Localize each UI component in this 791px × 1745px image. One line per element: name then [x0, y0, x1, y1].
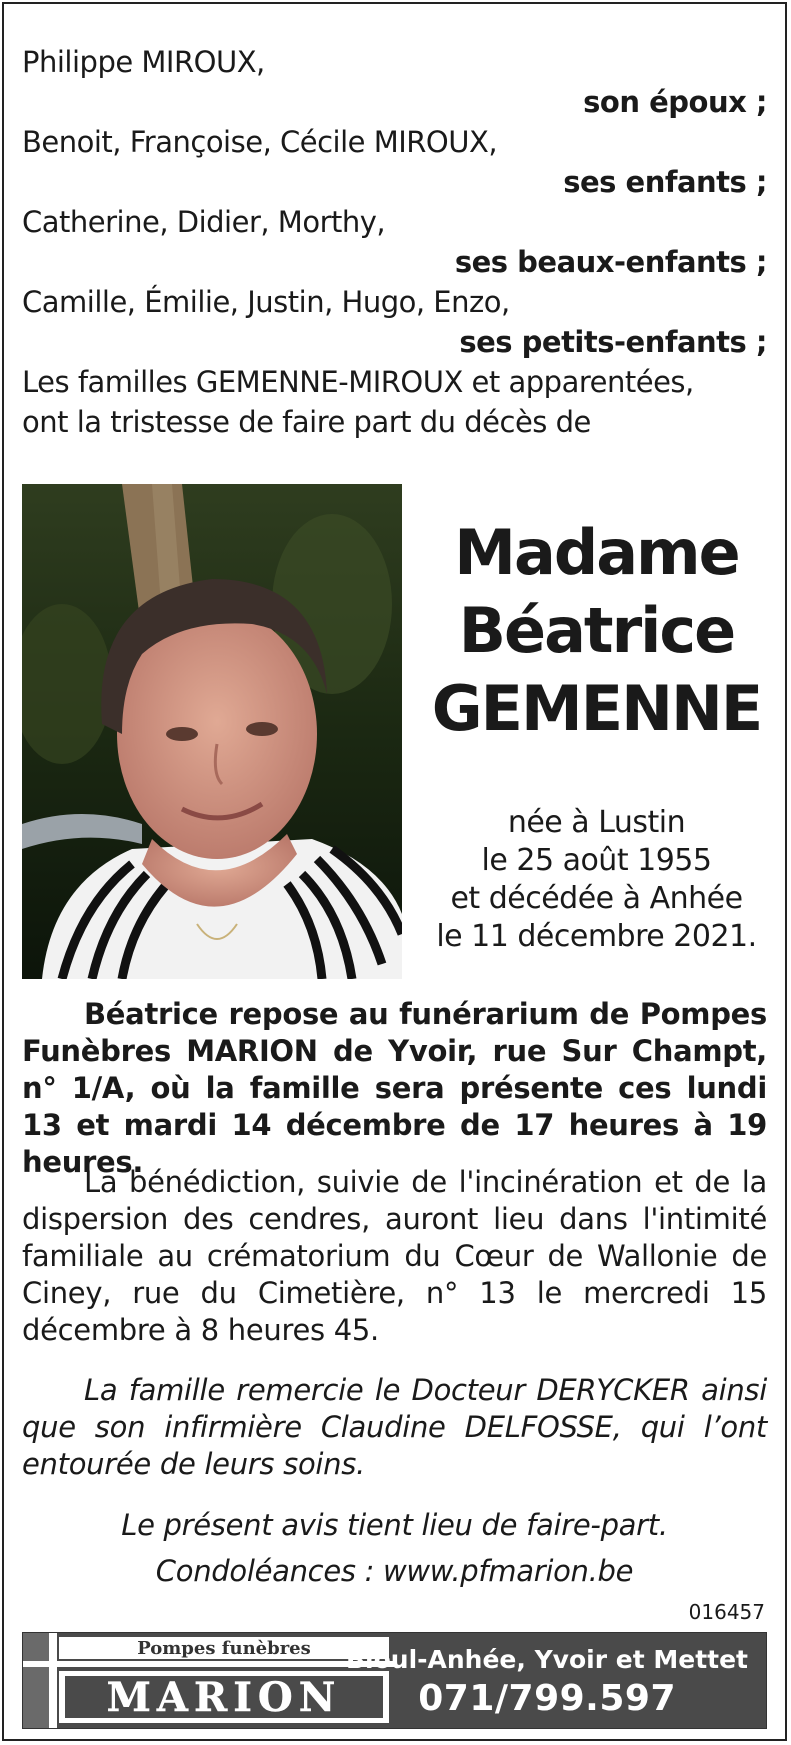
logo-top-text: Pompes funèbres — [137, 1638, 311, 1659]
marion-logo — [23, 1633, 395, 1728]
visitation-paragraph: Béatrice repose au funérarium de Pompes Funèbres MARION de Yvoir, rue Sur Champt, n° 1/A, où la famille sera présente ces lundi 13 et mardi 14 décembre de 17 heures à 19 heures. — [22, 997, 767, 1179]
portrait-photo — [22, 484, 402, 979]
deceased-last-name: GEMENNE — [431, 672, 762, 745]
phone-number[interactable]: 071/799.597 — [418, 1678, 676, 1719]
family-name: Camille, Émilie, Justin, Hugo, Enzo, — [22, 285, 510, 319]
family-name: Benoit, Françoise, Cécile MIROUX, — [22, 125, 498, 159]
family-list — [22, 42, 767, 442]
family-relation: ses enfants ; — [563, 165, 767, 199]
deceased-name — [424, 514, 769, 748]
ceremony-paragraph: La bénédiction, suivie de l'incinération et de la dispersion des cendres, auront lieu dans l'intimité familiale au crématorium du Cœur de Wallonie de Ciney, rue du Cimetière, n° 13 le mercredi 15 décembre à 8 heures 45. — [22, 1165, 767, 1347]
family-name: Philippe MIROUX, — [22, 45, 265, 79]
date-line: le 11 décembre 2021. — [436, 919, 757, 954]
date-line: le 25 août 1955 — [481, 843, 712, 878]
date-line: et décédée à Anhée — [450, 881, 743, 916]
family-relation: ses beaux-enfants ; — [454, 245, 767, 279]
condolences-link[interactable]: Condoléances : www.pfmarion.be — [155, 1554, 634, 1588]
announcement-line: Les familles GEMENNE-MIROUX et apparentées, — [22, 365, 694, 399]
closing-notes — [22, 1502, 767, 1594]
birth-death-dates — [424, 804, 769, 956]
obituary-card — [2, 2, 787, 1741]
announcement-line: ont la tristesse de faire part du décès de — [22, 405, 591, 439]
logo-name-text: MARION — [106, 1674, 342, 1721]
deceased-first-name: Béatrice — [458, 594, 735, 667]
family-name: Catherine, Didier, Morthy, — [22, 205, 386, 239]
funeral-home-banner — [22, 1632, 767, 1729]
locations-text: Bioul-Anhée, Yvoir et Mettet — [345, 1645, 748, 1674]
family-relation: son époux ; — [583, 85, 767, 119]
closing-line: Le présent avis tient lieu de faire-part. — [121, 1508, 668, 1542]
date-line: née à Lustin — [507, 805, 686, 840]
reference-number: 016457 — [688, 1600, 765, 1624]
thanks-paragraph: La famille remercie le Docteur DERYCKER ainsi que son infirmière Claudine DELFOSSE, qui l’ont entourée de leurs soins. — [22, 1373, 767, 1481]
family-relation: ses petits-enfants ; — [459, 325, 767, 359]
deceased-title: Madame — [454, 516, 739, 589]
